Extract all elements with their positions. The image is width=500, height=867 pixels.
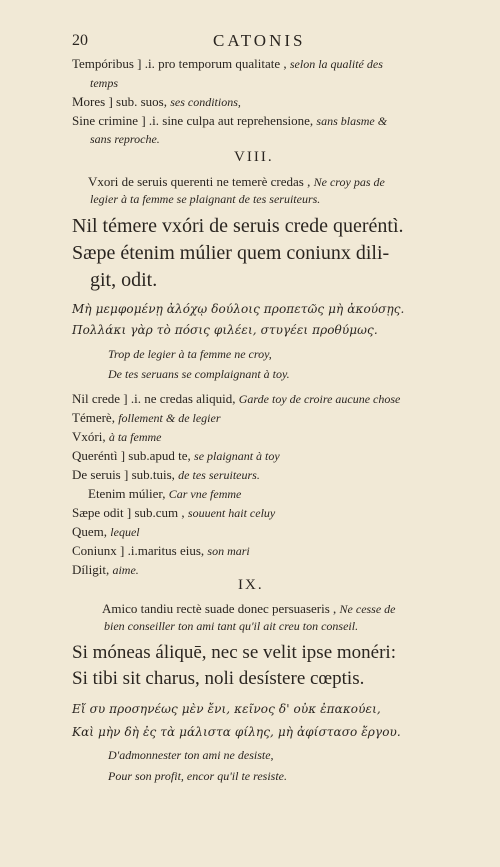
page-number: 20 (72, 32, 88, 49)
gloss-line: Díligit, aime. (72, 562, 139, 577)
gloss-continuation: sans reproche. (90, 132, 160, 146)
gloss-line: Témerè, follement & de legier (72, 410, 221, 425)
distich-line: Si móneas áliquē, nec se velit ipse monéri: (72, 642, 396, 663)
greek-verse: Εἴ συ προσηνέως μὲν ἔνι, κεῖνος δ' οὐκ ἐπακούει, (72, 702, 381, 716)
gloss-line: Queréntì ] sub.apud te, se plaignant à toy (72, 448, 280, 463)
summary-continuation: bien conseiller ton ami tant qu'il ait creu ton conseil. (104, 619, 359, 633)
gloss-line: Coniunx ] .i.maritus eius, son mari (72, 543, 250, 558)
french-verse: De tes seruans se complaignant à toy. (108, 367, 290, 381)
gloss-line: Quem, lequel (72, 524, 140, 539)
section-numeral: IX. (238, 577, 264, 593)
gloss-line: Vxóri, à ta femme (72, 429, 162, 444)
distich-line: git, odit. (90, 269, 158, 291)
gloss-line: Mores ] sub. suos, ses conditions, (72, 94, 241, 109)
greek-verse: Πολλάκι γὰρ τὸ πόσις φιλέει, στυγέει προθύμως. (72, 323, 378, 337)
section-numeral: VIII. (234, 149, 274, 165)
french-verse: Trop de legier à ta femme ne croy, (108, 347, 272, 361)
greek-verse: Καὶ μὴν δὴ ἐς τὰ μάλιστα φίλης, μὴ ἀφίστασο ἔργου. (72, 725, 401, 739)
gloss-line: Tempóribus ] .i. pro temporum qualitate , selon la qualité des (72, 56, 383, 71)
section-summary: Amico tandiu rectè suade donec persuaseris , Ne cesse de (102, 601, 396, 616)
section-summary: Vxori de seruis querenti ne temerè credas , Ne croy pas de (88, 174, 385, 189)
distich-line: Nil témere vxóri de seruis crede queréntì. (72, 215, 404, 237)
gloss-continuation: temps (90, 76, 118, 90)
gloss-line: Sæpe odit ] sub.cum , souuent hait celuy (72, 505, 276, 520)
distich-line: Si tibi sit charus, noli desístere cœptis. (72, 668, 365, 689)
gloss-line: De seruis ] sub.tuis, de tes seruiteurs. (72, 467, 260, 482)
gloss-line: Sine crimine ] .i. sine culpa aut reprehensione, sans blasme & (72, 113, 388, 128)
summary-continuation: legier à ta femme se plaignant de tes seruiteurs. (90, 192, 321, 206)
french-verse: Pour son profit, encor qu'il te resiste. (108, 769, 287, 783)
greek-verse: Μὴ μεμφομένῃ ἀλόχῳ δούλοις προπετῶς μὴ ἀκούσῃς. (72, 302, 405, 316)
running-title: CATONIS (213, 31, 306, 50)
gloss-line: Etenim múlier, Car vne femme (88, 486, 242, 501)
distich-line: Sæpe étenim múlier quem coniunx dili- (72, 242, 390, 264)
gloss-line: Nil crede ] .i. ne credas aliquid, Garde toy de croire aucune chose (72, 391, 401, 406)
french-verse: D'admonnester ton ami ne desiste, (108, 748, 274, 762)
